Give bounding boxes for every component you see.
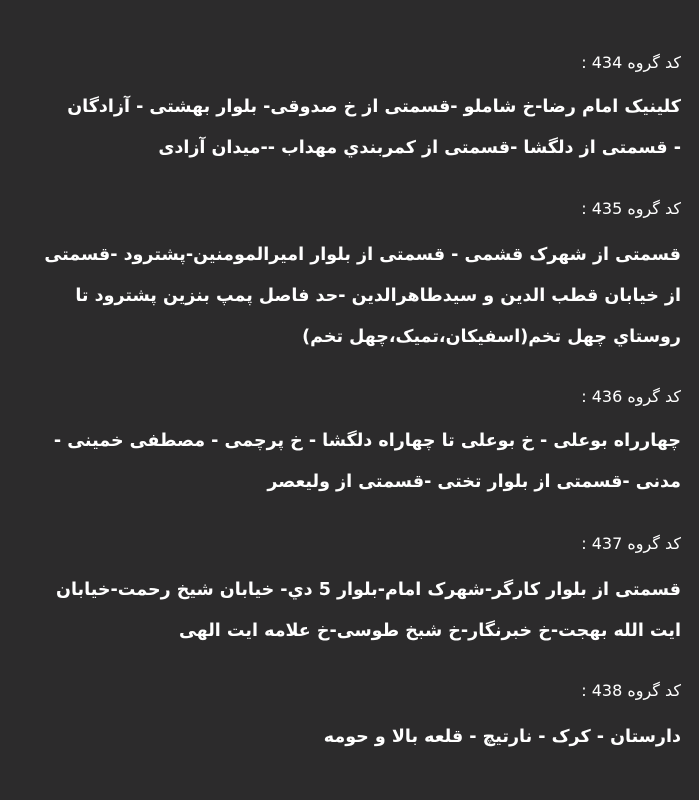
- group-code: کد گروه 436 :: [581, 387, 681, 406]
- group-code: کد گروه 435 :: [581, 199, 681, 218]
- group-text-line: - قسمتی از دلگشا -قسمتی از کمربندي مهداب --میدان آزادی: [158, 138, 681, 158]
- group-text-line: مدنی -قسمتی از بلوار تختی -قسمتی از ولیعصر: [267, 472, 681, 492]
- group-437: [12, 533, 681, 645]
- group-code: کد گروه 437 :: [581, 534, 681, 553]
- group-code: کد گروه 438 :: [581, 681, 681, 700]
- group-text-line: قسمتی از شهرک قشمی - قسمتی از بلوار امیرالمومنین-پشترود -قسمتی: [44, 245, 681, 265]
- group-code: کد گروه 434 :: [581, 53, 681, 72]
- group-438: [12, 680, 681, 751]
- group-text-line: قسمتی از بلوار کارگر-شهرک امام-بلوار 5 دي- خیابان شیخ رحمت-خیابان: [56, 580, 681, 600]
- group-text-line: ایت الله بهجت-خ خبرنگار-خ شبخ طوسی-خ علامه ایت الهی: [178, 621, 681, 641]
- group-435: [12, 198, 681, 351]
- group-text-line: از خیابان قطب الدین و سیدطاهرالدین -حد فاصل پمپ بنزین پشترود تا: [75, 286, 681, 306]
- group-text-line: چهارراه بوعلی - خ بوعلی تا چهاراه دلگشا - خ پرچمی - مصطفی خمینی -: [53, 431, 681, 451]
- group-text-line: کلینیک امام رضا-خ شاملو -قسمتی از خ صدوقی- بلوار بهشتی - آزادگان: [67, 97, 681, 117]
- group-434: [12, 52, 681, 162]
- group-text-line: دارستان - کرک - نارتیچ - قلعه بالا و حومه: [323, 727, 681, 747]
- group-436: [12, 386, 681, 496]
- group-text-line: روستاي چهل تخم(اسفیکان،تمیک،چهل تخم): [302, 327, 681, 347]
